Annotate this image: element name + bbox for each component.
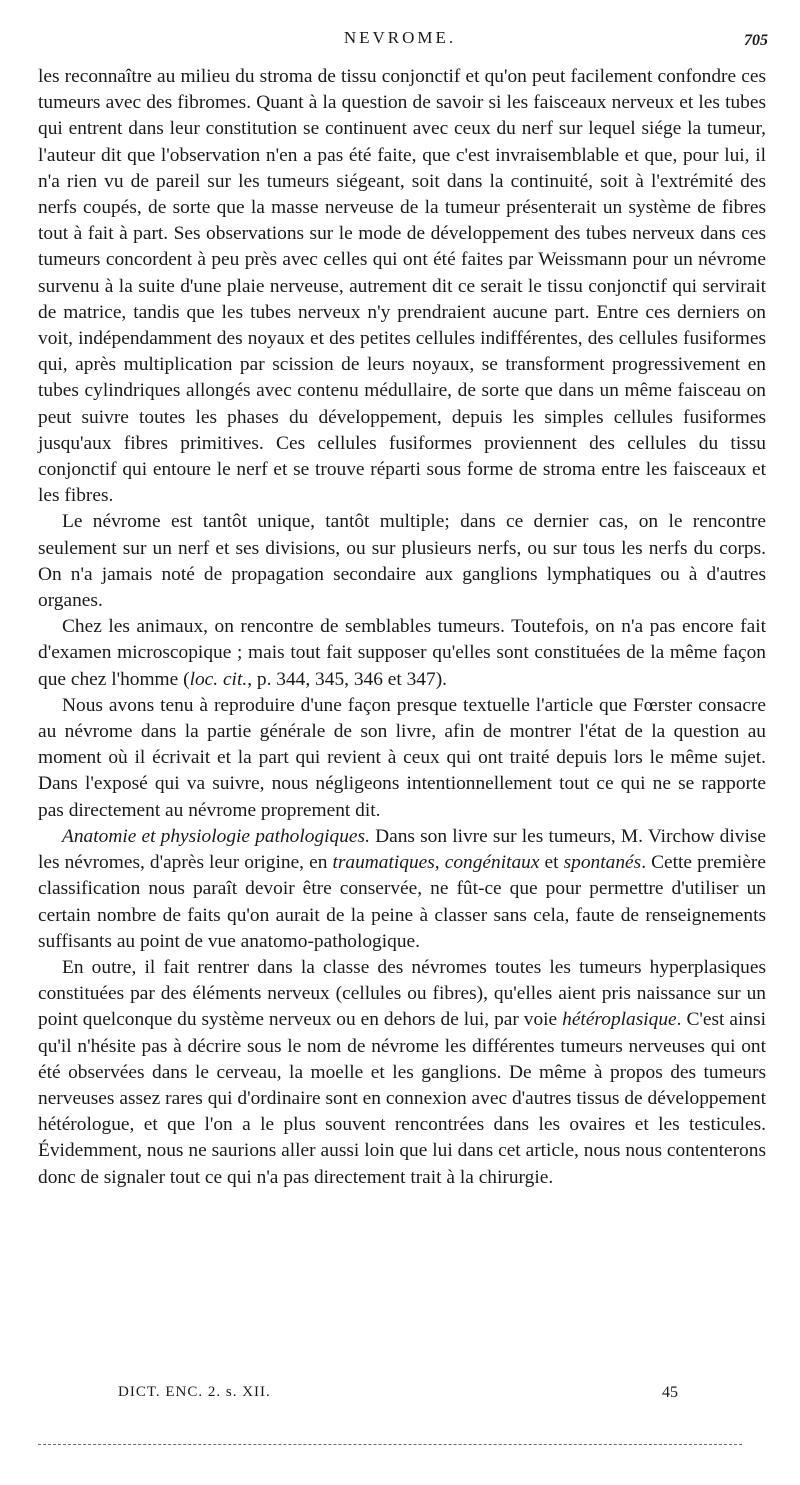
text-run: les reconnaître au milieu du stroma de tissu conjonctif et qu'on peut facilement confondre ces tumeurs avec des fibromes. Quant à la question de savoir si les faisceaux nerveux et les tubes qui entrent dans leur constitution se continuent avec ceux du nerf sur lequel siége la tumeur, l'auteur dit que l'observation n'en a pas été faite, que c'est invraisemblable et que, pour lui, il n'a rien vu de pareil sur les tumeurs siégeant, soit dans la continuité, soit à l'extrémité des nerfs coupés, de sorte que la masse nerveuse de la tumeur présenterait un système de fibres tout à fait à part. Ses observations sur le mode de développement des tubes nerveux dans ces tumeurs concordent à peu près avec celles qui ont été faites par Weissmann pour un névrome survenu à la suite d'une plaie nerveuse, autrement dit ce serait le tissu conjonctif qui servirait de matrice, tandis que les tubes nerveux n'y prendraient aucune part. Entre ces derniers on voit, indépendamment des noyaux et des petites cellules indifférentes, des cellules fusiformes qui, après multiplication par scission de leurs noyaux, se transforment progressivement en tubes cylindriques allongés avec contenu médullaire, de sorte que dans un même faisceau on peut suivre toutes les phases du développement, depuis les simples cellules fusiformes jusqu'aux fibres primitives. Ces cellules fusiformes proviennent des cellules du tissu conjonctif qui entoure le nerf et se trouve réparti sous forme de stroma entre les faisceaux et les fibres. (38, 66, 766, 507)
text-run: Chez les animaux, on rencontre de semblables tumeurs. Toutefois, on n'a pas encore fait d'examen microscopique ; mais tout fait supposer qu'elles sont constituées de la même façon que chez l'homme ( (38, 616, 766, 690)
paragraph (38, 955, 766, 1191)
text-run: Nous avons tenu à reproduire d'une façon presque textuelle l'article que Fœrster consacre au névrome dans la partie générale de son livre, afin de montrer l'état de la question au moment où il écrivait et la part qui revient à ceux qui ont traité depuis lors le même sujet. Dans l'exposé qui va suivre, nous négligeons intentionnellement tout ce qui ne se rapporte pas directement au névrome proprement dit. (38, 694, 766, 821)
bottom-rule (38, 1444, 742, 1445)
italic-run: Anatomie et physiologie pathologiques. (62, 825, 370, 847)
text-run: et (539, 852, 564, 874)
text-run: , (434, 852, 445, 874)
paragraph (38, 614, 766, 693)
text-run: En outre, il fait rentrer dans la classe des névromes toutes les tumeurs hyperplasiques constituées par des éléments nerveux (cellules ou fibres), qu'elles aient pris naissance sur un point quelconque du système nerveux ou en dehors de lui, par voie (38, 956, 766, 1031)
sheet-number: 45 (662, 1384, 678, 1401)
running-title: NEVROME. (343, 28, 457, 47)
italic-run: congénitaux (444, 852, 540, 874)
printer-signature: DICT. ENC. 2. s. XII. (118, 1384, 271, 1400)
text-run: . Cette première classification nous paraît devoir être conservée, ne fût-ce que pour permettre d'utiliser un certain nombre de faits qu'on aurait de la peine à classer sans cela, faute de renseignements suffisants au point de vue anatomo-pathologique. (38, 852, 766, 952)
paragraph (38, 693, 766, 824)
body-text (38, 64, 766, 1191)
italic-run: hétéroplasique (562, 1009, 677, 1031)
text-run: Le névrome est tantôt unique, tantôt multiple; dans ce dernier cas, on le rencontre seulement sur un nerf et ses divisions, ou sur plusieurs nerfs, ou sur tous les nerfs du corps. On n'a jamais noté de propagation secondaire aux ganglions lymphatiques ou à d'autres organes. (38, 511, 766, 612)
italic-run: traumatiques (332, 852, 435, 874)
page-number: 705 (744, 32, 768, 49)
italic-run: spontanés (563, 852, 642, 874)
italic-run: loc. cit. (189, 668, 248, 690)
paragraph (38, 64, 766, 509)
text-run: , p. 344, 345, 346 et 347). (247, 668, 448, 690)
text-run: Dans son livre sur les tumeurs, M. Virchow divise les névromes, d'après leur origine, en (38, 825, 766, 874)
text-run: . C'est ainsi qu'il n'hésite pas à décrire sous le nom de névrome les différentes tumeurs nerveuses qui ont été observées dans le cerveau, la moelle et les ganglions. De même à propos des tumeurs nerveuses assez rares qui d'ordinaire sont en connexion avec d'autres tissus de développement hétérologue, et que l'on a le plus souvent rencontrées dans les ovaires et les testicules. Évidemment, nous ne saurions aller aussi loin que lui dans cet article, nous nous contenterons donc de signaler tout ce qui n'a pas directement trait à la chirurgie. (38, 1009, 766, 1188)
paragraph (38, 509, 766, 614)
paragraph (38, 824, 766, 955)
